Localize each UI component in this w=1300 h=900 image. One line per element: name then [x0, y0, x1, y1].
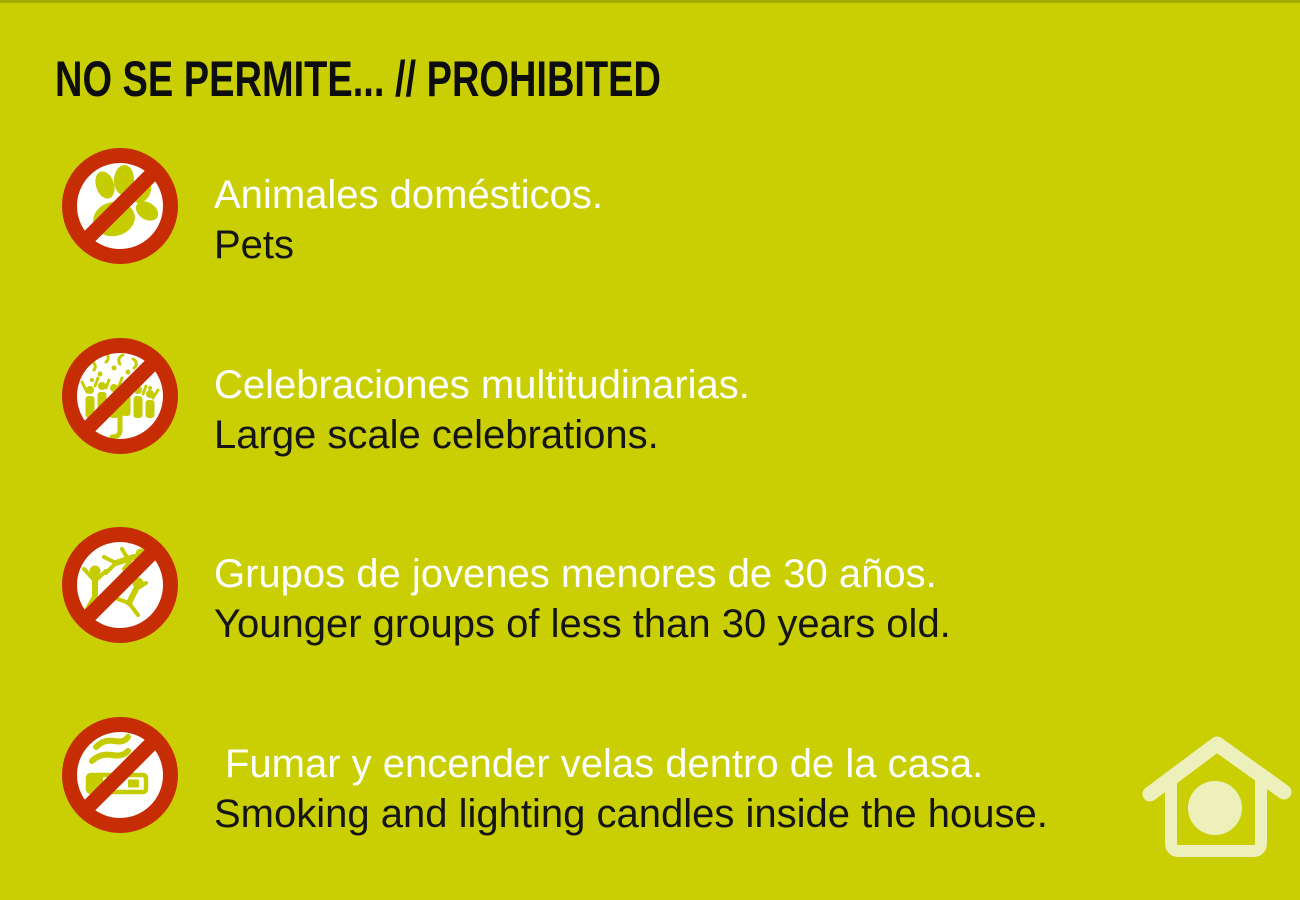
item-text: [214, 170, 603, 270]
house-icon: [1141, 731, 1293, 863]
item-text-es: Celebraciones multitudinarias.: [214, 363, 750, 407]
no-young-groups-icon: [62, 527, 178, 643]
no-large-celebrations-icon: [62, 338, 178, 454]
item-text-en: Younger groups of less than 30 years old.: [214, 602, 951, 646]
page-title: NO SE PERMITE... // PROHIBITED: [55, 51, 661, 107]
item-text-es: Grupos de jovenes menores de 30 años.: [214, 552, 937, 596]
item-text-en: Smoking and lighting candles inside the house.: [214, 792, 1048, 836]
no-smoking-candles-icon: [62, 717, 178, 833]
item-text: [214, 549, 951, 649]
prohibited-item-young-groups: [0, 527, 1300, 647]
top-edge-shade: [0, 0, 1300, 3]
item-text: [214, 739, 1048, 839]
prohibited-item-celebrations: [0, 338, 1300, 458]
no-pets-icon: [62, 148, 178, 264]
item-text-en: Pets: [214, 223, 295, 267]
prohibited-item-smoking: [0, 717, 1300, 837]
item-text-es: Fumar y encender velas dentro de la casa.: [225, 742, 984, 786]
item-text-en: Large scale celebrations.: [214, 413, 659, 457]
item-text-es: Animales domésticos.: [214, 173, 604, 217]
item-text: [214, 360, 750, 460]
prohibited-item-pets: [0, 148, 1300, 268]
